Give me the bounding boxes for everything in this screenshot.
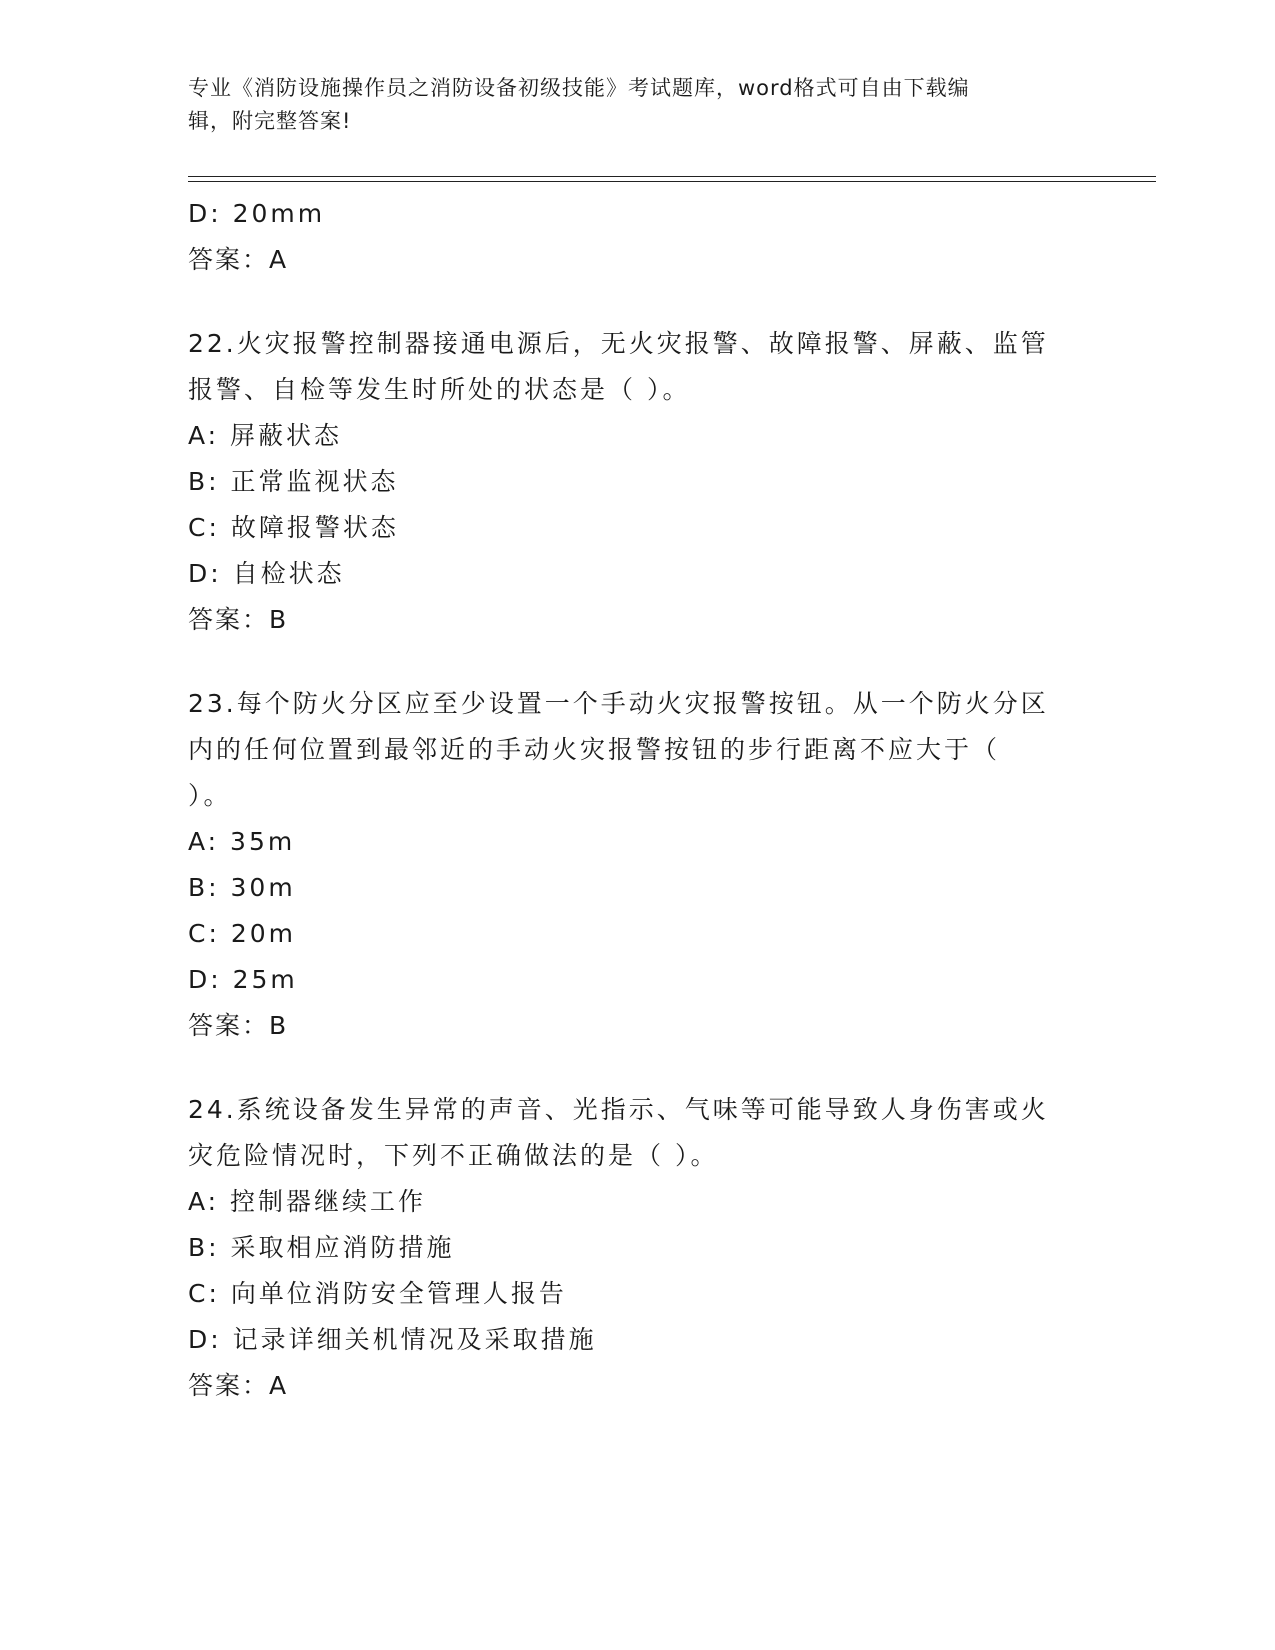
option-a: A: 35m [188,827,296,856]
option-b: B: 30m [188,873,296,902]
question-24 [188,1087,1088,1409]
question-22 [188,321,1088,643]
option-d: D: 20mm [188,199,326,228]
question-23 [188,681,1088,1049]
answer: 答案：A [188,245,289,274]
option-d: D: 自检状态 [188,559,345,588]
header-divider-bottom [188,181,1156,182]
option-c: C: 故障报警状态 [188,513,399,542]
option-a: A: 屏蔽状态 [188,421,343,450]
option-b: B: 采取相应消防措施 [188,1233,455,1262]
option-a: A: 控制器继续工作 [188,1187,427,1216]
option-d: D: 记录详细关机情况及采取措施 [188,1325,597,1354]
question-text-line: 灾危险情况时，下列不正确做法的是（ ）。 [188,1141,719,1170]
option-b: B: 正常监视状态 [188,467,399,496]
page-header [188,72,1068,138]
question-text-line: 23.每个防火分区应至少设置一个手动火灾报警按钮。从一个防火分区 [188,689,1049,718]
answer: 答案：B [188,1011,289,1040]
header-line-1: 专业《消防设施操作员之消防设备初级技能》考试题库，word格式可自由下载编 [188,76,970,100]
option-c: C: 20m [188,919,296,948]
question-text-line: 24.系统设备发生异常的声音、光指示、气味等可能导致人身伤害或火 [188,1095,1049,1124]
question-text-line: ）。 [188,781,232,810]
answer: 答案：B [188,605,289,634]
header-divider-top [188,176,1156,177]
question-text-line: 22.火灾报警控制器接通电源后，无火灾报警、故障报警、屏蔽、监管 [188,329,1049,358]
question-text-line: 报警、自检等发生时所处的状态是（ ）。 [188,375,691,404]
answer: 答案：A [188,1371,289,1400]
question-list [188,191,1088,1409]
header-line-2: 辑，附完整答案! [188,109,352,133]
option-d: D: 25m [188,965,298,994]
question-text-line: 内的任何位置到最邻近的手动火灾报警按钮的步行距离不应大于（ [188,735,1001,764]
previous-question-tail [188,191,1088,283]
option-c: C: 向单位消防安全管理人报告 [188,1279,567,1308]
